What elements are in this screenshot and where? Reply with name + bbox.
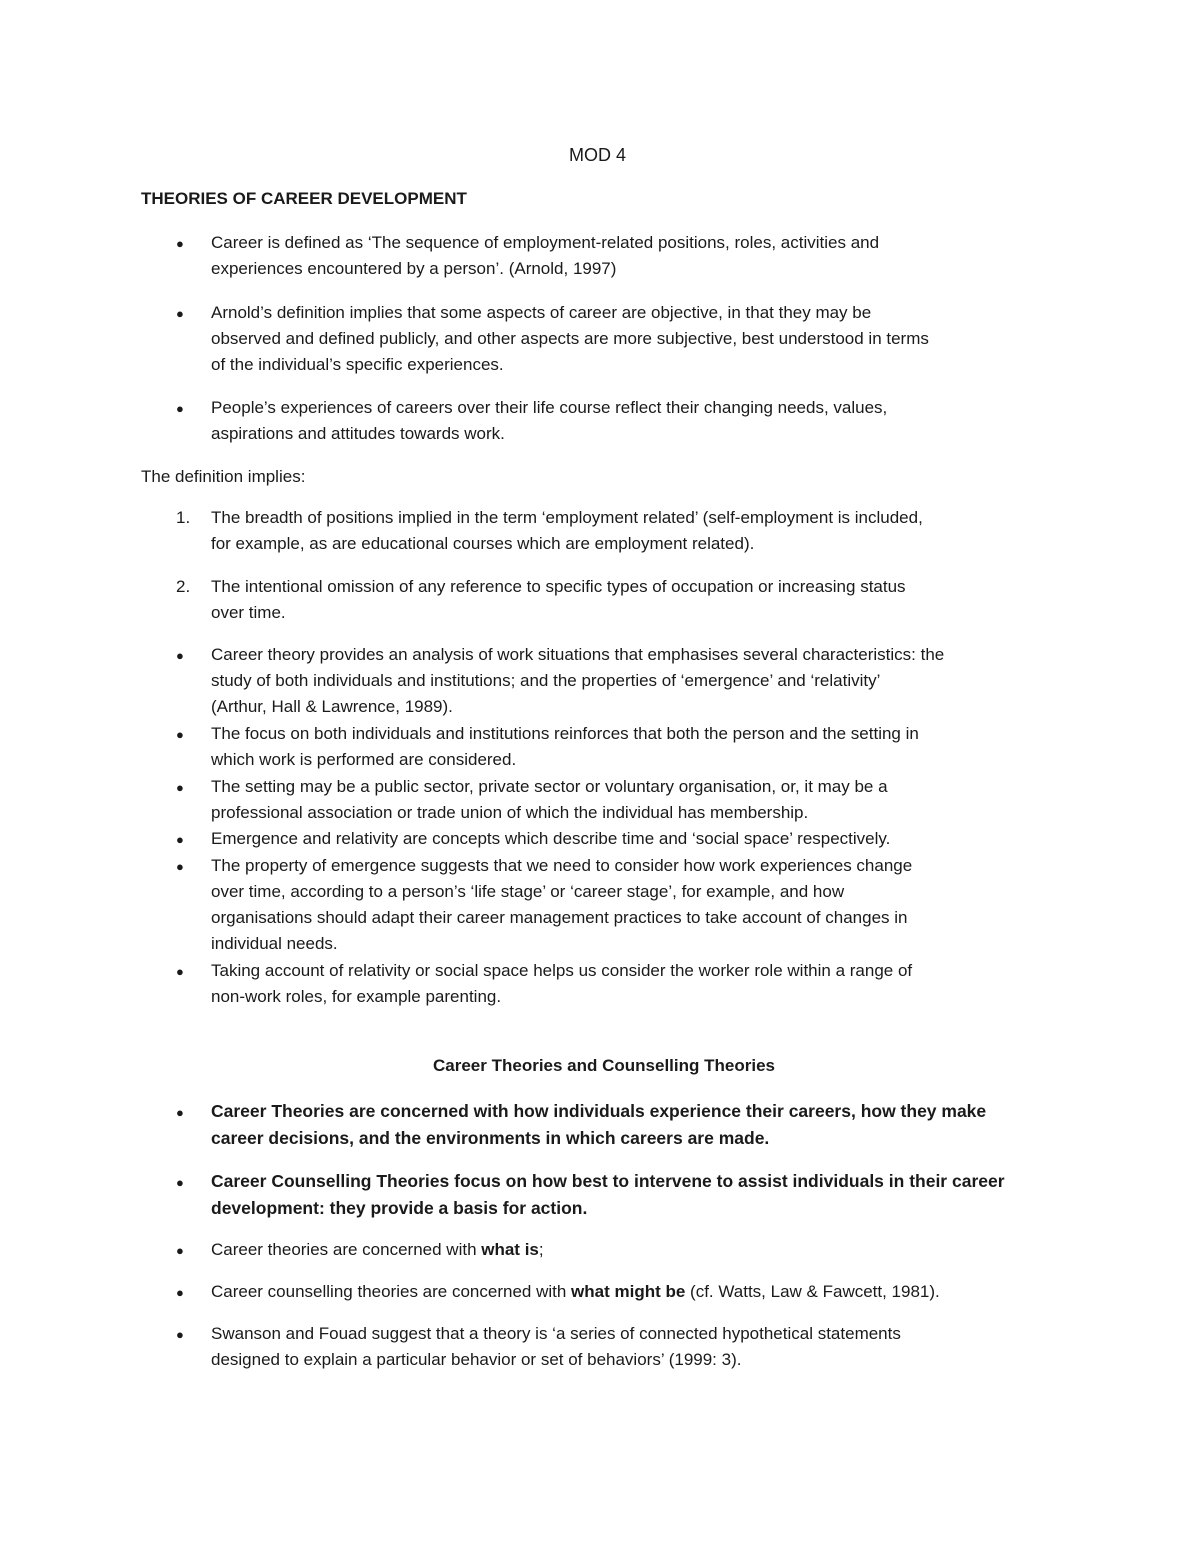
list-item <box>211 230 879 282</box>
text-run: Career counselling theories are concerned with <box>211 1282 572 1301</box>
line: designed to explain a particular behavior or set of behaviors’ (1999: 3). <box>211 1350 742 1369</box>
line: study of both individuals and institutions; and the properties of ‘emergence’ and ‘relativity’ <box>211 671 881 690</box>
line: Emergence and relativity are concepts which describe time and ‘social space’ respectively. <box>211 829 891 848</box>
line: over time, according to a person’s ‘life stage’ or ‘career stage’, for example, and how <box>211 882 845 901</box>
line: organisations should adapt their career management practices to take account of changes in <box>211 908 908 927</box>
list-item <box>211 774 888 826</box>
list-number: 2. <box>176 577 191 596</box>
bullet-marker: ● <box>176 306 184 321</box>
list-item <box>211 574 906 626</box>
bullet-marker: ● <box>176 964 184 979</box>
bold-run: what is <box>481 1240 539 1259</box>
line: for example, as are educational courses which are employment related). <box>211 534 755 553</box>
line: development: they provide a basis for action. <box>211 1198 588 1218</box>
text-run: ; <box>538 1240 544 1259</box>
list-item <box>211 505 923 557</box>
bullet-marker: ● <box>176 1243 184 1258</box>
line: which work is performed are considered. <box>211 750 517 769</box>
list-item <box>211 1237 544 1263</box>
list-item <box>211 958 912 1010</box>
bullet-marker: ● <box>176 727 184 742</box>
list-item-bold <box>211 1098 986 1152</box>
bullet-marker: ● <box>176 401 184 416</box>
line: individual needs. <box>211 934 338 953</box>
line: (Arthur, Hall & Lawrence, 1989). <box>211 697 453 716</box>
line: experiences encountered by a person’. (Arnold, 1997) <box>211 259 617 278</box>
list-item <box>211 642 944 720</box>
line: over time. <box>211 603 286 622</box>
list-item <box>211 395 887 447</box>
text-run: Career theories are concerned with <box>211 1240 482 1259</box>
bold-run: what might be <box>571 1282 686 1301</box>
line: The breadth of positions implied in the term ‘employment related’ (self-employment is included, <box>211 508 923 527</box>
line: of the individual’s specific experiences. <box>211 355 504 374</box>
line: Career theory provides an analysis of work situations that emphasises several characteristics: the <box>211 645 945 664</box>
line: Career is defined as ‘The sequence of employment-related positions, roles, activities and <box>211 233 880 252</box>
bullet-marker: ● <box>176 236 184 251</box>
line: Swanson and Fouad suggest that a theory is ‘a series of connected hypothetical statements <box>211 1324 901 1343</box>
text-run: (cf. Watts, Law & Fawcett, 1981). <box>685 1282 940 1301</box>
list-item <box>211 853 912 957</box>
bullet-marker: ● <box>176 832 184 847</box>
bullet-marker: ● <box>176 1105 184 1120</box>
bullet-marker: ● <box>176 1175 184 1190</box>
bullet-marker: ● <box>176 1327 184 1342</box>
line: career decisions, and the environments in which careers are made. <box>211 1128 770 1148</box>
line: Arnold’s definition implies that some aspects of career are objective, in that they may be <box>211 303 872 322</box>
line: professional association or trade union of which the individual has membership. <box>211 803 809 822</box>
list-item <box>211 300 929 378</box>
definition-implies-label: The definition implies: <box>141 467 306 486</box>
line: The intentional omission of any reference to specific types of occupation or increasing status <box>211 577 906 596</box>
line: Career Theories are concerned with how individuals experience their careers, how they make <box>211 1101 987 1121</box>
bullet-marker: ● <box>176 1285 184 1300</box>
line: Taking account of relativity or social space helps us consider the worker role within a range of <box>211 961 913 980</box>
line: The focus on both individuals and institutions reinforces that both the person and the setting in <box>211 724 919 743</box>
list-item <box>211 721 919 773</box>
list-item <box>211 826 890 852</box>
line: The property of emergence suggests that we need to consider how work experiences change <box>211 856 913 875</box>
list-item <box>211 1279 940 1305</box>
list-item-bold <box>211 1168 1005 1222</box>
section-heading: THEORIES OF CAREER DEVELOPMENT <box>141 189 467 208</box>
line: The setting may be a public sector, private sector or voluntary organisation, or, it may be a <box>211 777 888 796</box>
line: aspirations and attitudes towards work. <box>211 424 505 443</box>
line: People’s experiences of careers over their life course reflect their changing needs, values, <box>211 398 888 417</box>
line: observed and defined publicly, and other aspects are more subjective, best understood in terms <box>211 329 929 348</box>
page-title: MOD 4 <box>569 145 627 165</box>
section-heading-2: Career Theories and Counselling Theories <box>433 1056 775 1075</box>
bullet-marker: ● <box>176 859 184 874</box>
bullet-marker: ● <box>176 648 184 663</box>
list-number: 1. <box>176 508 191 527</box>
bullet-marker: ● <box>176 780 184 795</box>
list-item <box>211 1321 901 1373</box>
line: Career Counselling Theories focus on how best to intervene to assist individuals in their career <box>211 1171 1005 1191</box>
line: non-work roles, for example parenting. <box>211 987 502 1006</box>
